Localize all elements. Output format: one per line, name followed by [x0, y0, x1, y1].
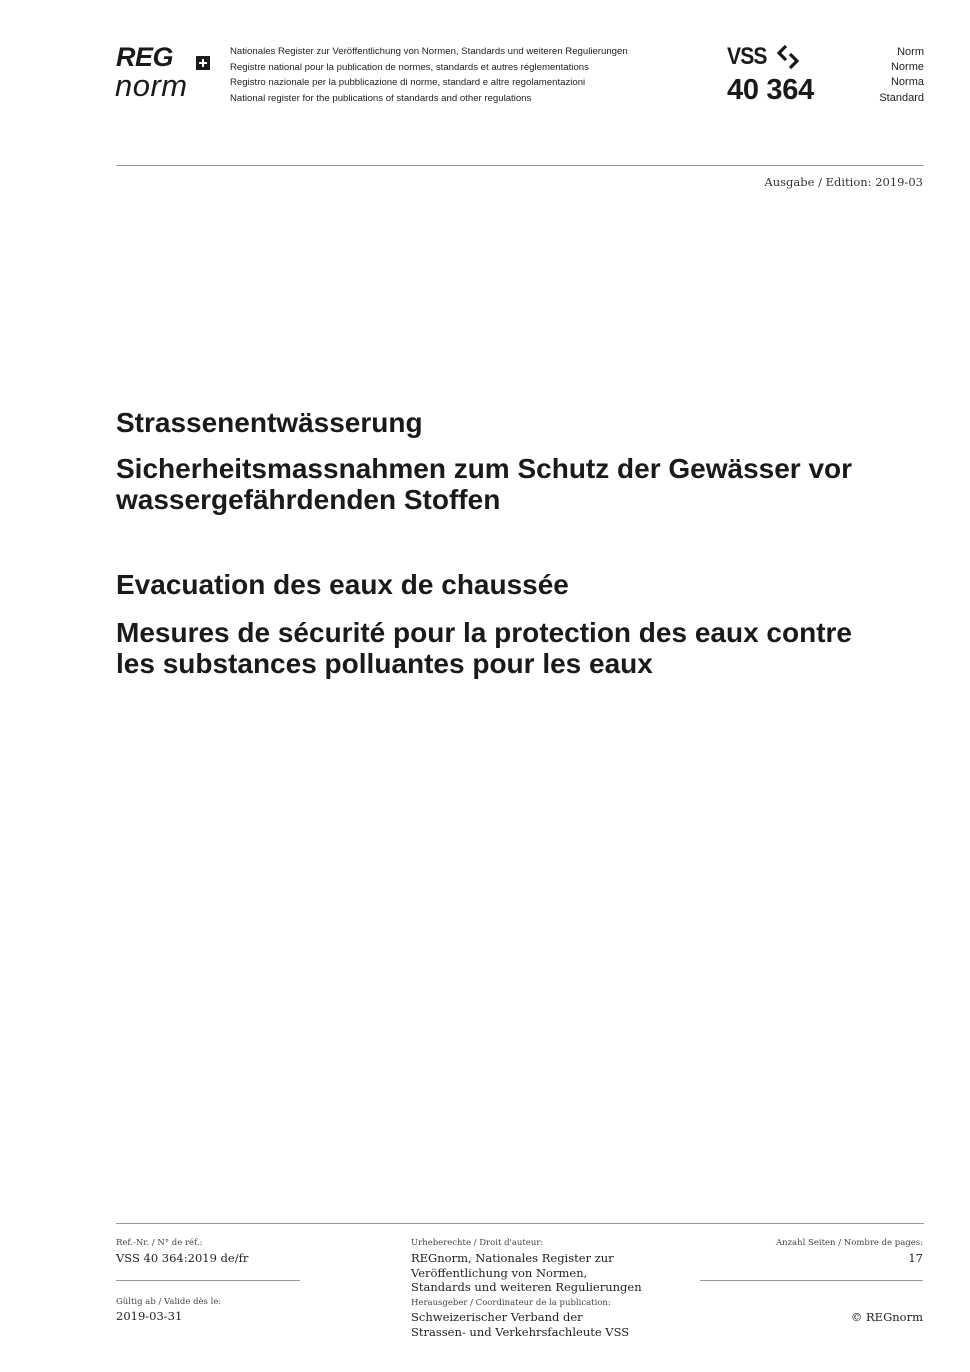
norm-label-fr: Norme — [890, 61, 924, 74]
registry-line-fr: Registre national pour la publication de normes, standards et autres réglementations — [230, 61, 589, 73]
reference-number-value: VSS 40 364:2019 de/fr — [116, 1251, 249, 1265]
title-german-main: Strassenentwässerung — [116, 407, 423, 438]
norm-label-en: Standard — [879, 91, 924, 104]
registry-line-en: National register for the publications of standards and other regulations — [230, 92, 532, 104]
norm-language-labels — [879, 45, 924, 106]
regnorm-logo-norm: norm — [115, 68, 188, 103]
vss-logo: VSS — [727, 43, 767, 70]
publisher-value: Schweizerischer Verband der Strassen- und Verkehrsfachleute VSS — [411, 1310, 630, 1339]
title-french-subtitle: Mesures de sécurité pour la protection des eaux contre les substances polluantes pour les eaux — [116, 617, 852, 679]
footer-right-divider — [700, 1280, 923, 1281]
standard-number: 40 364 — [727, 74, 814, 106]
valid-from-label: Gültig ab / Valide dès le: — [116, 1297, 222, 1307]
regnorm-logo-reg: REG — [116, 42, 174, 72]
copyright-mark: © REGnorm — [850, 1310, 923, 1324]
title-german-subtitle: Sicherheitsmassnahmen zum Schutz der Gewässer vor wassergefährdenden Stoffen — [116, 453, 853, 515]
footer-divider — [116, 1223, 924, 1224]
header-divider — [116, 165, 924, 166]
swiss-cross-icon — [196, 56, 210, 70]
title-french-main: Evacuation des eaux de chaussée — [116, 569, 569, 600]
registry-description — [230, 44, 628, 106]
norm-label-it: Norma — [890, 76, 924, 89]
copyright-holder-value: REGnorm, Nationales Register zur Veröffentlichung von Normen, Standards und weiteren Regulierungen — [411, 1251, 642, 1294]
page-count-label: Anzahl Seiten / Nombre de pages: — [775, 1238, 923, 1248]
registry-line-de: Nationales Register zur Veröffentlichung von Normen, Standards und weiteren Regulierungen — [230, 46, 628, 57]
vss-arrows-icon — [776, 44, 804, 70]
page-count-value: 17 — [908, 1251, 923, 1265]
registry-line-it: Registro nazionale per la pubblicazione di norme, standard e altre regolamentazioni — [230, 77, 586, 88]
edition-date: Ausgabe / Edition: 2019-03 — [764, 175, 923, 189]
norm-label-de: Norm — [897, 46, 924, 58]
footer-left-divider — [116, 1280, 300, 1281]
reference-number-label: Ref.-Nr. / N° de réf.: — [116, 1238, 203, 1248]
valid-from-value: 2019-03-31 — [116, 1309, 183, 1323]
publisher-label: Herausgeber / Coordinateur de la publication: — [411, 1298, 611, 1308]
copyright-holder-label: Urheberechte / Droit d'auteur: — [411, 1238, 544, 1248]
